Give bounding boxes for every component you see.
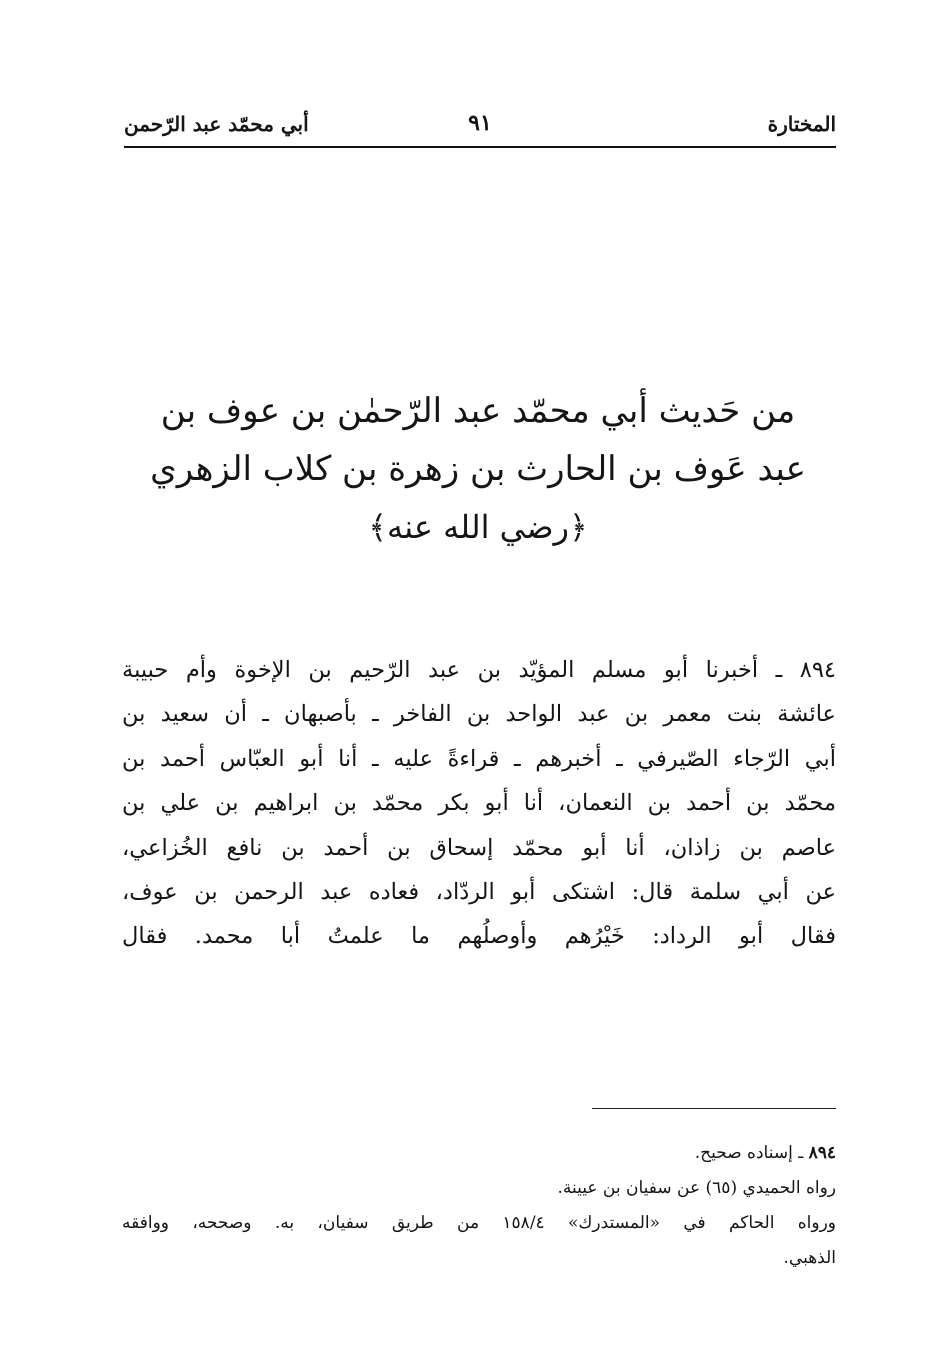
footnote-line — [122, 1136, 836, 1171]
header-divider — [124, 146, 836, 148]
footnote-line: ورواه الحاكم في «المستدرك» ١٥٨/٤ من طريق سفيان، به. وصححه، ووافقه — [122, 1213, 836, 1233]
footnote-divider — [592, 1108, 836, 1109]
paragraph-line: محمّد بن أحمد بن النعمان، أنا أبو بكر محمّد بن ابراهيم بن علي بن — [122, 790, 836, 817]
paragraph-line: عن أبي سلمة قال: اشتكى أبو الردّاد، فعاده عبد الرحمن بن عوف، — [122, 879, 836, 906]
chapter-heading — [120, 382, 836, 556]
footnotes — [122, 1136, 836, 1276]
header-chapter-title: أبي محمّد عبد الرّحمن — [124, 112, 309, 136]
chapter-heading-line-2: عبد عَوف بن الحارث بن زهرة بن كلاب الزهري — [150, 449, 806, 489]
hadith-paragraph — [122, 648, 836, 959]
header-book-title: المختارة — [767, 112, 836, 136]
paragraph-line: ٨٩٤ ـ أخبرنا أبو مسلم المؤيّد بن عبد الرّحيم بن الإخوة وأم حبيبة — [122, 657, 836, 683]
page-number: ٩١ — [468, 110, 492, 136]
footnote-line: رواه الحميدي (٦٥) عن سفيان بن عيينة. — [557, 1178, 836, 1198]
chapter-heading-line-1: من حَديث أبي محمّد عبد الرّحمٰن بن عوف بن — [160, 391, 796, 431]
footnote-number: ٨٩٤ — [808, 1143, 836, 1163]
paragraph-line: عائشة بنت معمر بن عبد الواحد بن الفاخر ـ بأصبهان ـ أن سعيد بن — [122, 701, 836, 728]
footnote-text: ـ إسناده صحيح. — [694, 1143, 804, 1163]
paragraph-line: فقال أبو الرداد: خَيْرُهم وأوصلُهم ما علمتُ أبا محمد. فقال — [122, 923, 836, 950]
paragraph-line: عاصم بن زاذان، أنا أبو محمّد إسحاق بن أحمد بن نافع الخُزاعي، — [122, 834, 836, 861]
running-header — [124, 104, 836, 148]
paragraph-line: أبي الرّجاء الصّيرفي ـ أخبرهم ـ قراءةً عليه ـ أنا أبو العبّاس أحمد بن — [122, 745, 836, 772]
chapter-heading-line-3: ﴿رضي الله عنه﴾ — [368, 508, 588, 546]
footnote-line: الذهبي. — [783, 1248, 836, 1268]
